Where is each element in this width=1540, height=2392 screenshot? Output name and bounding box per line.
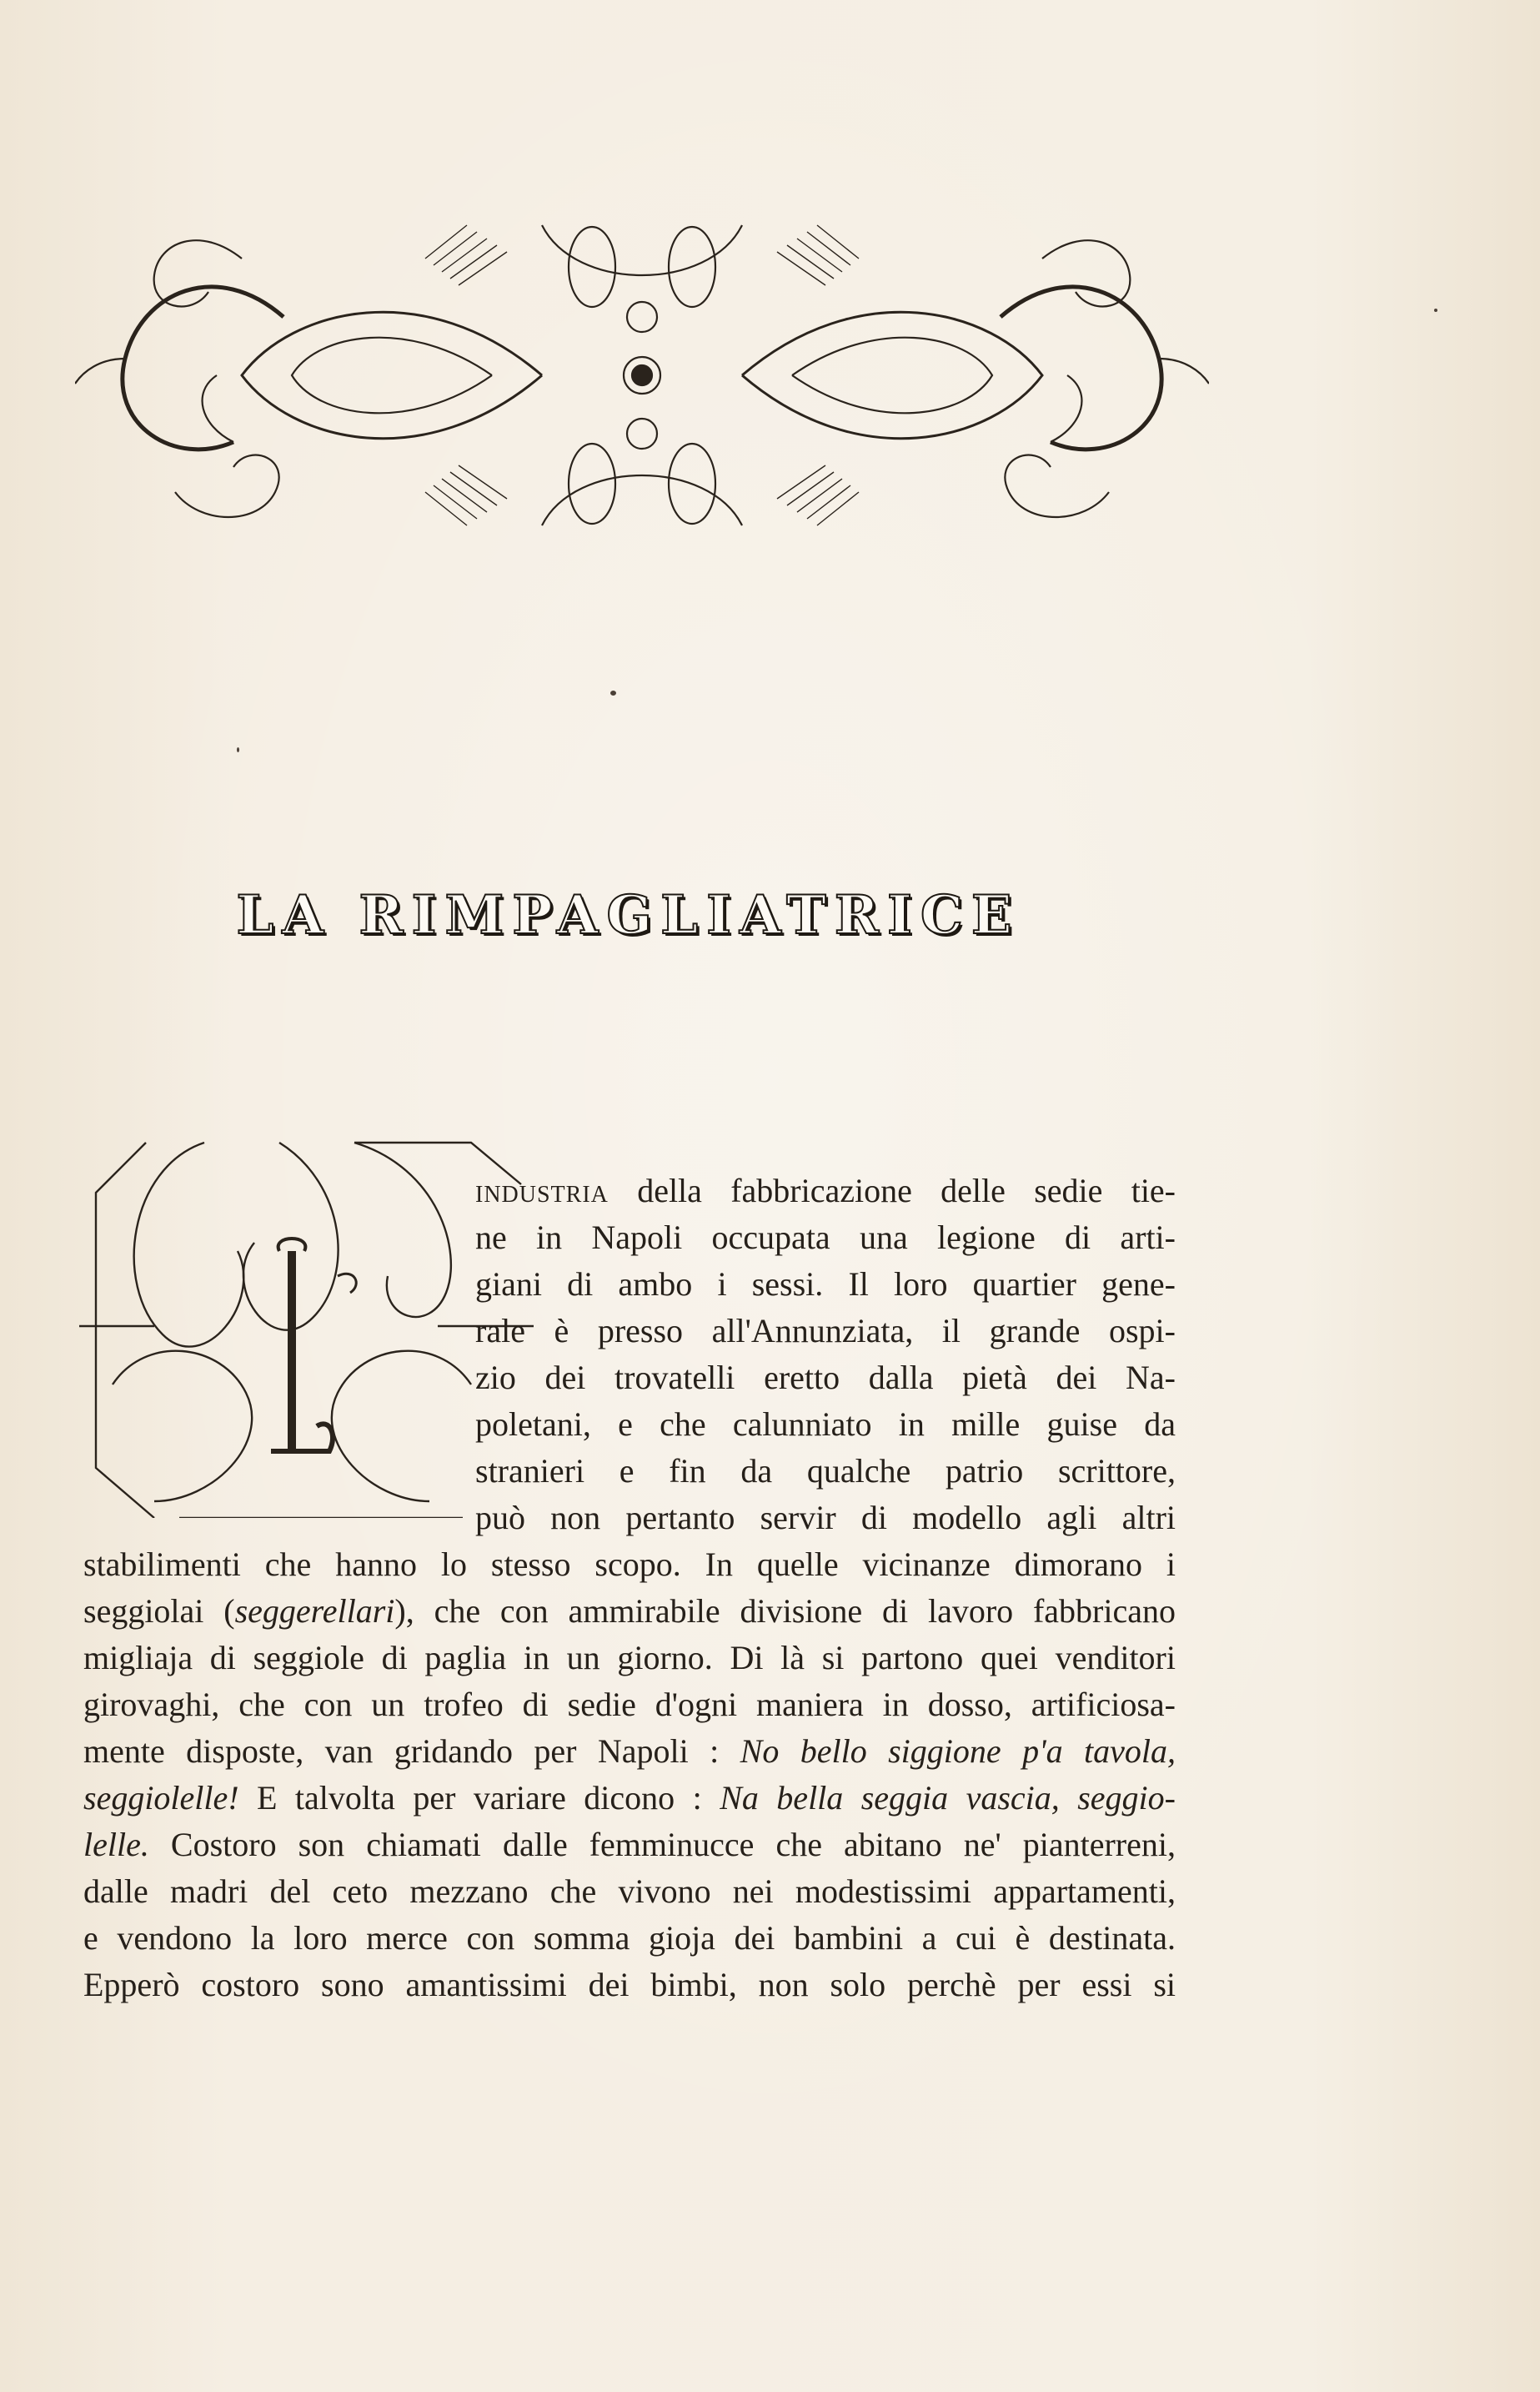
text-line (83, 1214, 1176, 1261)
text-run: può non pertanto servir di modello agli altri (475, 1499, 1176, 1536)
text-line (83, 1635, 1176, 1681)
text-run: dalle madri del ceto mezzano che vivono nei modestissimi appartamenti, (83, 1872, 1176, 1910)
text-run: seggiolai ( (83, 1592, 235, 1630)
text-line (83, 1448, 1176, 1495)
text-line (83, 1308, 1176, 1354)
text-line (83, 1868, 1176, 1915)
text-line (83, 1261, 1176, 1308)
text-run: e vendono la loro merce con somma gioja dei bambini a cui è destinata. (83, 1919, 1176, 1957)
text-line (83, 1728, 1176, 1775)
text-line (83, 1681, 1176, 1728)
text-run-italic: Na bella seggia vascia, seggio- (720, 1779, 1176, 1817)
text-run: E talvolta per variare dicono : (238, 1779, 720, 1817)
chapter-title-text: LA RIMPAGLIATRICE (236, 884, 1021, 947)
text-line (83, 1495, 1176, 1541)
text-line (83, 1822, 1176, 1868)
text-run: ), che con ammirabile divisione di lavoro fabbricano (394, 1592, 1176, 1630)
text-run-italic: No bello siggione p'a tavola, (740, 1732, 1176, 1770)
chapter-title (0, 884, 1540, 947)
text-line (83, 1354, 1176, 1401)
text-line (83, 1962, 1176, 2008)
text-run: Costoro son chiamati dalle femminucce che abitano ne' pianterreni, (148, 1826, 1176, 1863)
text-run: giani di ambo i sessi. Il loro quartier gene- (475, 1265, 1176, 1303)
text-run: migliaja di seggiole di paglia in un giorno. Di là si partono quei venditori (83, 1639, 1176, 1676)
text-line (83, 1588, 1176, 1635)
text-run: rale è presso all'Annunziata, il grande ospi- (475, 1312, 1176, 1349)
text-run-italic: lelle. (83, 1826, 149, 1863)
text-line (83, 1401, 1176, 1448)
text-line (83, 1915, 1176, 1962)
text-line (83, 1541, 1176, 1588)
text-line (83, 1168, 1176, 1214)
paper-speck (1434, 309, 1437, 312)
text-run: girovaghi, che con un trofeo di sedie d'ogni maniera in dosso, artificiosa- (83, 1686, 1176, 1723)
text-run: Epperò costoro sono amantissimi dei bimbi, non solo perchè per essi si (83, 1966, 1176, 2003)
text-run: stranieri e fin da qualche patrio scrittore, (475, 1452, 1176, 1490)
paper-speck (237, 747, 239, 752)
text-run: stabilimenti che hanno lo stesso scopo. In quelle vicinanze dimorano i (83, 1545, 1176, 1583)
text-run: della fabbricazione delle sedie tie- (608, 1172, 1176, 1209)
text-run-italic: seggerellari (234, 1592, 395, 1630)
text-run: poletani, e che calunniato in mille guise da (475, 1405, 1176, 1443)
text-run: ne in Napoli occupata una legione di arti- (475, 1219, 1176, 1256)
text-run: industria (475, 1172, 609, 1209)
header-ornament (75, 192, 1209, 559)
text-run: mente disposte, van gridando per Napoli : (83, 1732, 740, 1770)
text-run-italic: seggiolelle! (83, 1779, 239, 1817)
paper-speck (610, 691, 616, 696)
text-line (83, 1775, 1176, 1822)
text-run: zio dei trovatelli eretto dalla pietà dei Na- (475, 1359, 1176, 1396)
body-text (83, 1168, 1176, 2008)
